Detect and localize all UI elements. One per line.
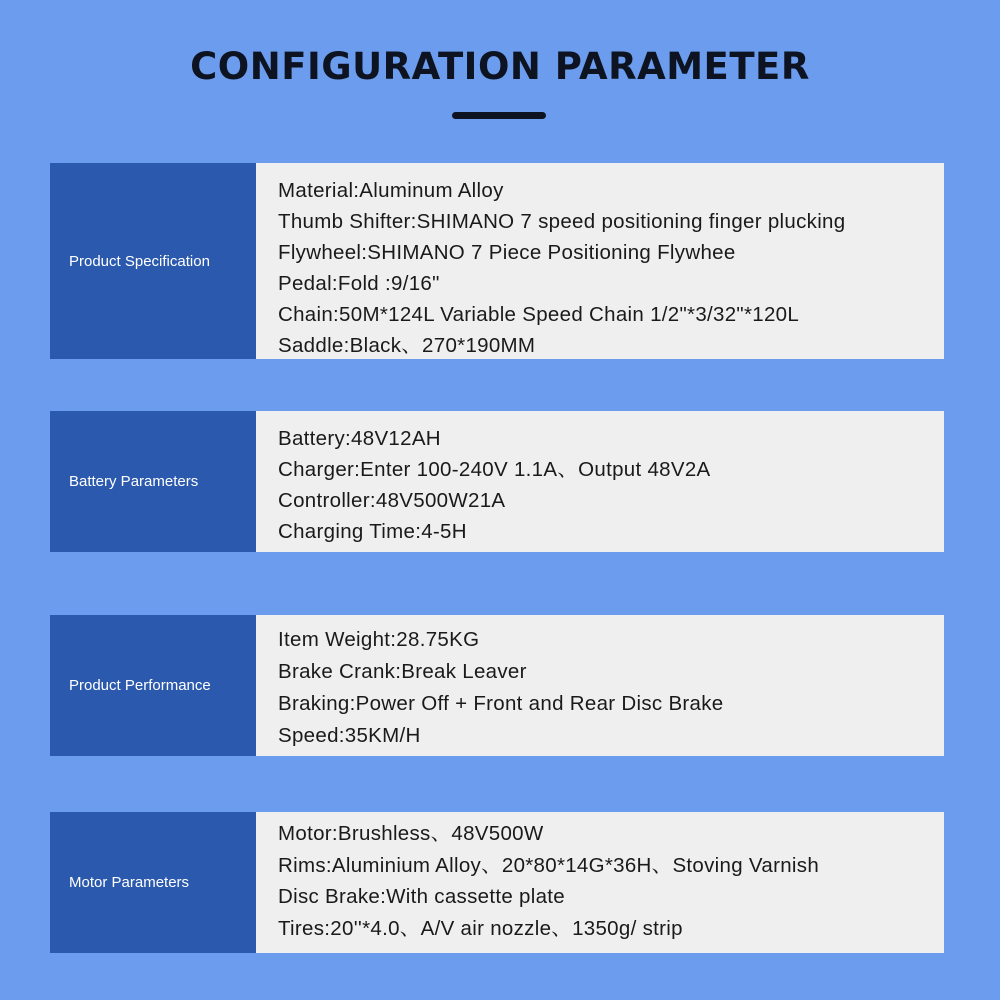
spec-line-braking: Braking:Power Off + Front and Rear Disc Brake <box>278 692 724 715</box>
section-label: Product Performance <box>69 677 211 694</box>
section-product-performance <box>50 615 944 756</box>
spec-line-chain: Chain:50M*124L Variable Speed Chain 1/2"*3/32"*120L <box>278 303 800 326</box>
spec-line-charger: Charger:Enter 100-240V 1.1A、Output 48V2A <box>278 458 711 481</box>
section-battery-parameters <box>50 411 944 552</box>
section-label: Battery Parameters <box>69 473 199 490</box>
section-label-box <box>50 163 256 359</box>
spec-line-pedal: Pedal:Fold :9/16" <box>278 272 440 295</box>
spec-line-material: Material:Aluminum Alloy <box>278 179 504 202</box>
section-label-box <box>50 411 256 552</box>
spec-line-speed: Speed:35KM/H <box>278 724 421 747</box>
page-title: CONFIGURATION PARAMETER <box>190 45 810 88</box>
section-label-box <box>50 615 256 756</box>
spec-line-disc-brake: Disc Brake:With cassette plate <box>278 885 565 908</box>
section-label: Motor Parameters <box>69 874 190 891</box>
section-label: Product Specification <box>69 252 210 270</box>
spec-line-flywheel: Flywheel:SHIMANO 7 Piece Positioning Flywhee <box>278 241 736 264</box>
spec-line-rims: Rims:Aluminium Alloy、20*80*14G*36H、Stoving Varnish <box>278 853 820 877</box>
section-content <box>256 812 944 953</box>
section-product-specification <box>50 163 944 359</box>
spec-line-battery: Battery:48V12AH <box>278 427 441 450</box>
spec-line-item-weight: Item Weight:28.75KG <box>278 628 480 651</box>
spec-line-thumb-shifter: Thumb Shifter:SHIMANO 7 speed positioning finger plucking <box>278 210 846 233</box>
spec-line-charging-time: Charging Time:4-5H <box>278 520 467 543</box>
spec-line-motor: Motor:Brushless、48V500W <box>278 822 544 845</box>
spec-line-tires: Tires:20''*4.0、A/V air nozzle、1350g/ strip <box>278 916 683 940</box>
section-motor-parameters <box>50 812 944 953</box>
section-content <box>256 163 944 359</box>
spec-line-saddle: Saddle:Black、270*190MM <box>278 334 536 357</box>
section-content <box>256 411 944 552</box>
title-underline <box>452 112 546 119</box>
spec-line-brake-crank: Brake Crank:Break Leaver <box>278 660 527 683</box>
section-label-box <box>50 812 256 953</box>
section-content <box>256 615 944 756</box>
spec-line-controller: Controller:48V500W21A <box>278 489 506 512</box>
